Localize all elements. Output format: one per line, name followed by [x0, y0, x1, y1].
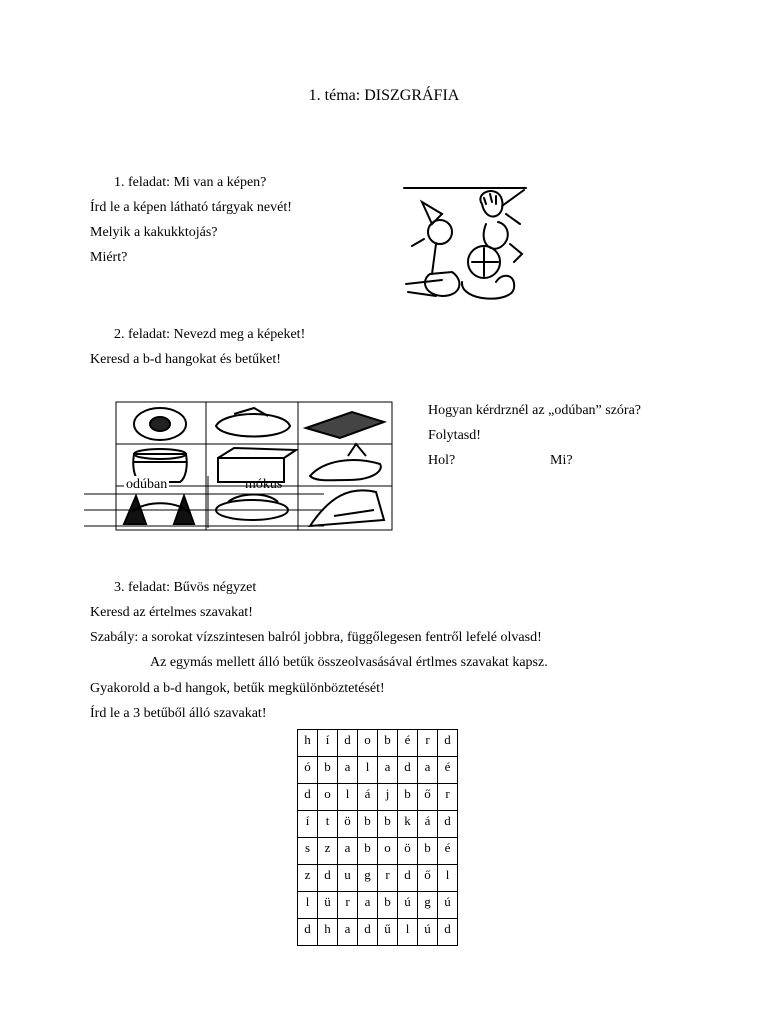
grid-cell: b: [358, 838, 378, 865]
grid-cell: ű: [378, 919, 398, 946]
grid-cell: b: [418, 838, 438, 865]
grid-cell: r: [338, 892, 358, 919]
grid-cell: j: [378, 784, 398, 811]
grid-cell: b: [378, 730, 398, 757]
grid-cell: d: [318, 865, 338, 892]
grid-cell: d: [438, 919, 458, 946]
grid-cell: h: [298, 730, 318, 757]
grid-cell: r: [438, 784, 458, 811]
task2-side-line: Hogyan kérdrznél az „odúban” szóra?: [428, 403, 642, 418]
grid-cell: r: [418, 730, 438, 757]
grid-cell: l: [358, 757, 378, 784]
task3-line: Írd le a 3 betűből álló szavakat!: [90, 706, 267, 721]
grid-cell: o: [318, 784, 338, 811]
grid-cell: á: [358, 784, 378, 811]
grid-cell: í: [318, 730, 338, 757]
task3-line: Gyakorold a b-d hangok, betűk megkülönböztetését!: [90, 681, 385, 696]
grid-cell: d: [358, 919, 378, 946]
grid-row: [298, 730, 458, 757]
grid-cell: b: [318, 757, 338, 784]
grid-cell: ú: [418, 919, 438, 946]
grid-cell: ó: [298, 757, 318, 784]
grid-row: [298, 757, 458, 784]
grid-cell: b: [378, 811, 398, 838]
grid-cell: l: [438, 865, 458, 892]
grid-cell: ő: [418, 784, 438, 811]
grid-row: [298, 919, 458, 946]
grid-cell: o: [358, 730, 378, 757]
grid-cell: h: [318, 919, 338, 946]
grid-cell: o: [378, 838, 398, 865]
magic-square-grid: [297, 729, 458, 946]
grid-cell: z: [318, 838, 338, 865]
picture-label-oduban: odúban: [126, 477, 168, 492]
grid-cell: d: [338, 730, 358, 757]
grid-cell: ö: [338, 811, 358, 838]
grid-cell: a: [338, 838, 358, 865]
grid-cell: d: [438, 730, 458, 757]
grid-cell: é: [438, 838, 458, 865]
task3-line: Szabály: a sorokat vízszintesen balról jobbra, függőlegesen fentről lefelé olvasd!: [90, 630, 542, 645]
grid-cell: á: [418, 811, 438, 838]
grid-cell: l: [298, 892, 318, 919]
page-title: 1. téma: DISZGRÁFIA: [308, 87, 460, 104]
grid-cell: a: [378, 757, 398, 784]
grid-cell: ő: [418, 865, 438, 892]
grid-cell: ü: [318, 892, 338, 919]
grid-cell: ú: [438, 892, 458, 919]
grid-row: [298, 838, 458, 865]
clown-drawing-illustration: [402, 184, 530, 312]
task1-line: Írd le a képen látható tárgyak nevét!: [90, 200, 292, 215]
grid-cell: a: [418, 757, 438, 784]
task1-line: Melyik a kakukktojás?: [90, 225, 218, 240]
grid-row: [298, 784, 458, 811]
grid-cell: d: [438, 811, 458, 838]
task2-heading: 2. feladat: Nevezd meg a képeket!: [114, 327, 306, 342]
grid-cell: r: [378, 865, 398, 892]
task2-side-hol: Hol?: [428, 453, 456, 468]
grid-cell: a: [338, 757, 358, 784]
grid-cell: a: [338, 919, 358, 946]
grid-cell: s: [298, 838, 318, 865]
grid-cell: l: [338, 784, 358, 811]
grid-cell: d: [398, 757, 418, 784]
task2-line: Keresd a b-d hangokat és betűket!: [90, 352, 281, 367]
task2-side-line: Folytasd!: [428, 428, 481, 443]
task2-side-mi: Mi?: [550, 453, 573, 468]
grid-cell: a: [358, 892, 378, 919]
grid-cell: d: [298, 919, 318, 946]
grid-cell: l: [398, 919, 418, 946]
grid-cell: b: [358, 811, 378, 838]
grid-cell: b: [378, 892, 398, 919]
picture-label-mokus: mókus: [245, 477, 283, 492]
task3-indent-line: Az egymás mellett álló betűk összeolvasásával értlmes szavakat kapsz.: [150, 655, 548, 670]
task1-line: Miért?: [90, 250, 128, 265]
task3-line: Keresd az értelmes szavakat!: [90, 605, 253, 620]
grid-cell: g: [418, 892, 438, 919]
grid-cell: b: [398, 784, 418, 811]
grid-row: [298, 811, 458, 838]
grid-row: [298, 865, 458, 892]
grid-cell: ú: [398, 892, 418, 919]
grid-cell: í: [298, 811, 318, 838]
grid-cell: g: [358, 865, 378, 892]
grid-cell: d: [298, 784, 318, 811]
grid-cell: é: [438, 757, 458, 784]
grid-cell: k: [398, 811, 418, 838]
grid-cell: é: [398, 730, 418, 757]
grid-cell: d: [398, 865, 418, 892]
task3-heading: 3. feladat: Bűvös négyzet: [114, 580, 257, 595]
grid-cell: z: [298, 865, 318, 892]
grid-row: [298, 892, 458, 919]
picture-grid-illustration: [84, 400, 394, 532]
grid-cell: ö: [398, 838, 418, 865]
task1-heading: 1. feladat: Mi van a képen?: [114, 175, 267, 190]
grid-cell: t: [318, 811, 338, 838]
grid-cell: u: [338, 865, 358, 892]
